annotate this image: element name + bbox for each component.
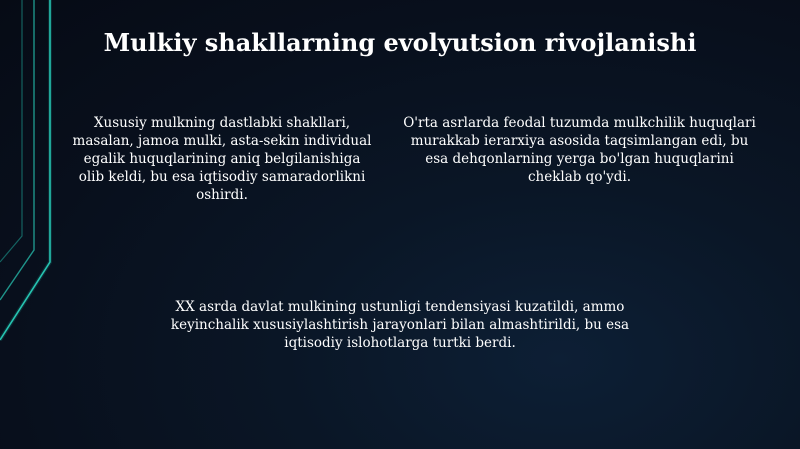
paragraph-feudal-property: O'rta asrlarda feodal tuzumda mulkchilik huquqlari murakkab ierarxiya asosida taqsimlangan edi, bu esa dehqonlarning yerga bo'lgan huquqlarini cheklab qo'ydi. [403,115,756,185]
slide-title: Mulkiy shakllarning evolyutsion rivojlanishi [103,28,697,57]
paragraph-state-property: XX asrda davlat mulkining ustunligi tendensiyasi kuzatildi, ammo keyinchalik xususiylashtirish jarayonlari bilan almashtirildi, bu esa iqtisodiy islohotlarga turtki berdi. [170,299,630,351]
paragraph-private-property: Xususiy mulkning dastlabki shakllari, masalan, jamoa mulki, asta-sekin individual egalik huquqlarining aniq belgilanishiga olib keldi, bu esa iqtisodiy samaradorlikni oshirdi. [72,115,372,203]
